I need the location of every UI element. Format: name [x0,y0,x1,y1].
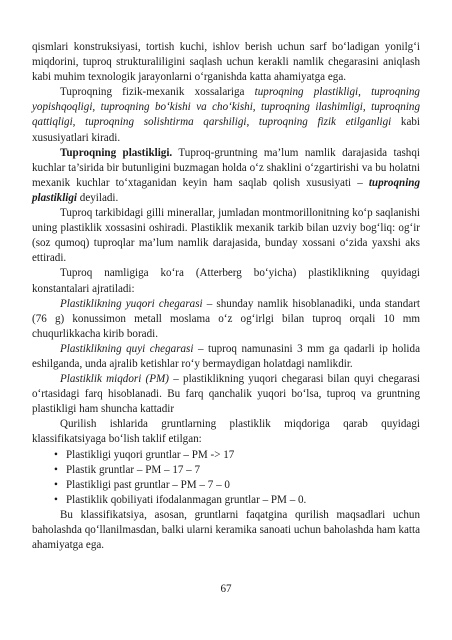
paragraph-classification-usage: Bu klassifikatsiya, asosan, gruntlarni faqatgina qurilish maqsadlari uchun baholashda qo‘llanilmasdan, balki ularni keramika sanoati uchun baholashda ham katta ahamiyatga ega. [32,508,420,552]
classification-list [32,448,420,508]
italic-properties-list: tuproqning plastikligi, tuproqning yopishqoqligi, tuproqning bo‘kishi va cho‘kishi, tuproqning ilashimligi, tuproqning qattiqligi, tuproqning solishtirma qarshiligi, tuproqning fizik etilganligi [32,86,420,129]
text-run: – shunday namlik hisoblanadiki, unda standart (76 g) konussimon metall moslama o‘z og‘irlgi bilan tuproq orqali 10 mm chuqurlikkacha kirib boradi. [32,297,420,340]
bullet-icon: • [54,448,58,461]
bullet-icon: • [54,493,58,506]
bullet-icon: • [54,478,58,491]
paragraph-upper-limit [32,297,420,342]
list-item [54,463,420,478]
text-run: Tuproqning fizik-mexanik xossalariga [60,86,255,99]
paragraph-classification-intro: Qurilish ishlarida gruntlarning plastiklik miqdoriga qarab quyidagi klassifikatsiyaga bo‘lish taklif etilgan: [32,418,420,446]
list-item [54,493,420,508]
list-item-text: Plastiklik qobiliyati ifodalanmagan gruntlar – PM – 0. [66,493,307,506]
section-heading-plasticity: Tuproqning plastikligi. [60,146,173,159]
list-item [54,448,420,463]
paragraph-clay-minerals: Tuproq tarkibidagi gilli minerallar, jumladan montmorillonitning ko‘p saqlanishi uning plastiklik xossasini oshiradi. Plastiklik mexanik tarkib bilan uzviy bog‘liq: og‘ir (soz qumoq) tuproqlar ma’lum namlik darajasida, bunday xossani o‘zida yaxshi aks ettiradi. [32,207,420,265]
text-run: – plastiklikning yuqori chegarasi bilan quyi chegarasi o‘rtasidagi farq hisoblanadi. Bu farq qanchalik yuqori bo‘lsa, tuproq va gruntning plastikligi ham shuncha kattadir [32,373,420,416]
paragraph-atterberg-intro: Tuproq namligiga ko‘ra (Atterberg bo‘yicha) plastiklikning quyidagi konstantalari ajratiladi: [32,267,420,295]
defined-term: tuproqning plastikligi [32,176,420,204]
text-run: deyiladi. [77,191,119,204]
list-item-text: Plastikligi past gruntlar – PM – 7 – 0 [66,478,230,491]
page-number: 67 [220,583,232,595]
term-lower-limit: Plastiklikning quyi chegarasi [60,342,194,355]
list-item [54,478,420,493]
term-plasticity-index: Plastiklik miqdori (PM) [60,373,169,386]
paragraph-lower-limit [32,342,420,372]
paragraph-plasticity-definition [32,146,420,206]
list-item-text: Plastikligi yuqori gruntlar – PM -> 17 [66,448,235,461]
paragraph-physical-properties [32,85,420,145]
term-upper-limit: Plastiklikning yuqori chegarasi [60,297,203,310]
text-run: kabi xususiyatlari kiradi. [32,116,421,144]
list-item-text: Plastik gruntlar – PM – 17 – 7 [66,463,201,476]
paragraph-intro-continuation: qismlari konstruksiyasi, tortish kuchi, ishlov berish uchun sarf bo‘ladigan yonilg‘i miqdorini, tuproq strukturaliligini saqlash uchun kerakli namlik chegarasini aniqlash kabi muhim texnologik jarayonlarni o‘rganishda katta ahamiyatga ega. [32,41,420,84]
bullet-icon: • [54,463,58,476]
text-run: – tuproq namunasini 3 mm ga qadarli ip holida eshilganda, unda ajralib ketishlar ro‘y bermaydigan holatdagi namlikdir. [32,342,420,370]
page-body [32,40,420,553]
text-run: Tuproq-gruntning ma’lum namlik darajasida tashqi kuchlar ta’sirida bir butunligini buzmagan holda o‘z shaklini o‘zgartirishi va bu holatni mexanik kuchlar to‘xtaganidan keyin ham saqlab qolish xususiyati – [32,146,420,189]
paragraph-plasticity-index [32,372,420,417]
